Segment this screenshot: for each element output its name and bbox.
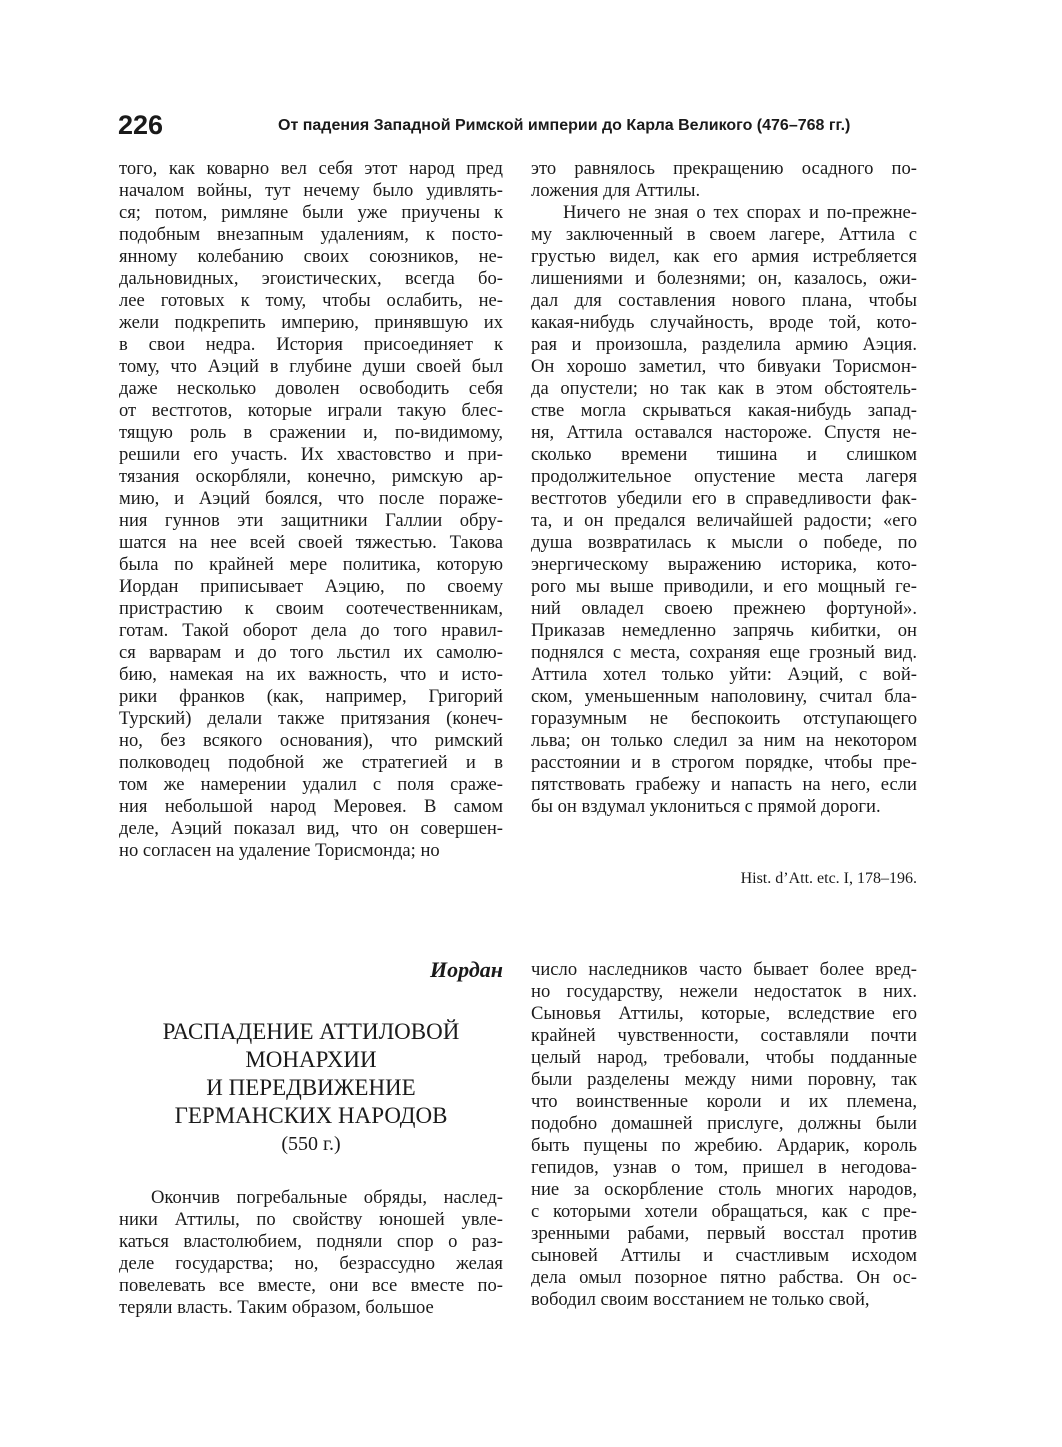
text-line: решили его участь. Их хвастовство и при- xyxy=(119,444,503,465)
text-line: ния гуннов эти защитники Галлии обру- xyxy=(119,510,503,531)
left-column-top-text xyxy=(119,158,503,862)
text-line: быть пущены по жребию. Ардарик, король xyxy=(531,1135,917,1156)
text-line: деле государства; но, безрассудно желая xyxy=(119,1253,503,1274)
text-line: сколько времени тишина и слишком xyxy=(531,444,917,465)
text-line: тязания оскорбляли, конечно, римскую ар- xyxy=(119,466,503,487)
left-column-bottom-text xyxy=(119,1187,503,1319)
text-line: подобным внезапным удалениям, к посто- xyxy=(119,224,503,245)
text-line: зренными рабами, первый восстал против xyxy=(531,1223,917,1244)
text-line: была по крайней мере политика, которую xyxy=(119,554,503,575)
text-line: того, как коварно вел себя этот народ пред xyxy=(119,158,503,179)
text-line: Аттила хотел только уйти: Аэций, с вой- xyxy=(531,664,917,685)
text-line: ний овладел своею прежнею фортуной». xyxy=(531,598,917,619)
text-line: дальновидных, эгоистических, всегда бо- xyxy=(119,268,503,289)
text-line: подобно домашней прислуге, должны были xyxy=(531,1113,917,1134)
text-line: деле, Аэций показал вид, что он совершен- xyxy=(119,818,503,839)
text-line: крайней чувственности, составляли почти xyxy=(531,1025,917,1046)
section-title xyxy=(119,1018,503,1158)
text-line: горазумным не беспокоить отступающего xyxy=(531,708,917,729)
text-line: рого мы выше приводили, и его мощный ге- xyxy=(531,576,917,597)
text-line: Иордан приписывает Аэцию, по своему xyxy=(119,576,503,597)
text-line: повелевать все вместе, они все вместе по- xyxy=(119,1275,503,1296)
text-line: ния небольшой народ Меровея. В самом xyxy=(119,796,503,817)
text-line: вободил своим восстанием не только свой, xyxy=(531,1289,870,1310)
page-number: 226 xyxy=(118,110,164,140)
right-column-bottom-text xyxy=(531,959,917,1311)
text-line: началом войны, тут нечему было удивлять- xyxy=(119,180,503,201)
title-line: И ПЕРЕДВИЖЕНИЕ xyxy=(206,1075,416,1100)
text-line: в свои недра. История присоединяет к xyxy=(119,334,503,355)
text-line: что воинственные короли и их племена, xyxy=(531,1091,917,1112)
text-line: дела омыл позорное пятно рабства. Он ос- xyxy=(531,1267,917,1288)
text-line: ся; потом, римляне были уже приучены к xyxy=(119,202,503,223)
text-line: но, без всякого основания), что римский xyxy=(119,730,503,751)
text-line: Приказав немедленно запрячь кибитки, он xyxy=(531,620,917,641)
text-line: ние за оскорбление столь многих народов, xyxy=(531,1179,917,1200)
text-line: были разделены между ними поровну, так xyxy=(531,1069,917,1090)
text-line: но государству, нежели недостаток в них. xyxy=(531,981,917,1002)
text-line: число наследников часто бывает более вред- xyxy=(531,959,917,980)
text-line: полководец подобной же стратегией и в xyxy=(119,752,503,773)
text-line: жели подкрепить империю, принявшую их xyxy=(119,312,503,333)
text-line: Он хорошо заметил, что бивуаки Торисмон- xyxy=(531,356,917,377)
text-line: расстоянии и в строгом порядке, чтобы пре- xyxy=(531,752,917,773)
text-line: му заключенный в своем лагере, Аттила с xyxy=(531,224,917,245)
right-column-top-text xyxy=(531,158,917,818)
title-line: МОНАРХИИ xyxy=(245,1047,377,1072)
text-line: Ничего не зная о тех спорах и по-прежне- xyxy=(563,202,917,223)
text-line: это равнялось прекращению осадного по- xyxy=(531,158,917,179)
text-line: какая-нибудь случайность, вроде той, кото- xyxy=(531,312,917,333)
text-line: каться властолюбием, подняли спор о раз- xyxy=(119,1231,503,1252)
text-line: ся варварам и до того льстил их самолю- xyxy=(119,642,503,663)
text-line: рая и произошла, разделила армию Аэция. xyxy=(531,334,917,355)
text-line: шатся на нее всей своей тяжестью. Такова xyxy=(119,532,503,553)
text-line: льва; он только следил за ним на некотором xyxy=(531,730,917,751)
text-line: мию, и Аэций боялся, что после пораже- xyxy=(119,488,503,509)
section-author: Иордан xyxy=(430,957,503,982)
running-title: От падения Западной Римской империи до Карла Великого (476–768 гг.) xyxy=(278,117,851,134)
text-line: ня, Аттила оставался настороже. Спустя не- xyxy=(531,422,917,443)
text-line: тому, что Аэций в глубине души своей был xyxy=(119,356,503,377)
text-line: Турский) делали также притязания (конеч- xyxy=(119,708,503,729)
text-line: даже несколько доволен освободить себя xyxy=(119,378,503,399)
text-line: душа возвратилась к мысли о победе, по xyxy=(531,532,917,553)
text-line: поднялся с места, сохраняя еще грозный вид. xyxy=(531,642,917,663)
text-line: тящую роль в сражении и, по-видимому, xyxy=(119,422,503,443)
text-line: лишениями и болезнями; он, казалось, ожи- xyxy=(531,268,917,289)
title-line: РАСПАДЕНИЕ АТТИЛОВОЙ xyxy=(162,1019,460,1044)
text-line: да опустели; но так как в этом обстоятель- xyxy=(531,378,917,399)
text-line: ском, уменьшенным наполовину, считал бла- xyxy=(531,686,917,707)
text-line: с которыми хотели обращаться, как с пре- xyxy=(531,1201,917,1222)
title-line: ГЕРМАНСКИХ НАРОДОВ xyxy=(174,1103,448,1128)
text-line: та, и он предался величайшей радости; «его xyxy=(531,510,917,531)
text-line: готам. Такой оборот дела до того нравил- xyxy=(119,620,503,641)
text-line: грустью видел, как его армия истребляется xyxy=(531,246,917,267)
text-line: Сыновья Аттилы, которые, вследствие его xyxy=(531,1003,917,1024)
text-line: теряли власть. Таким образом, большое xyxy=(119,1297,434,1318)
text-line: но согласен на удаление Торисмонда; но xyxy=(119,840,440,861)
text-line: продолжительное опустение места лагеря xyxy=(531,466,917,487)
text-line: лее готовых к тому, чтобы ослабить, не- xyxy=(119,290,503,311)
text-line: целый народ, требовали, чтобы подданные xyxy=(531,1047,917,1068)
text-line: энергическому выражению историка, кото- xyxy=(531,554,917,575)
text-line: янному колебанию своих союзников, не- xyxy=(119,246,503,267)
text-line: бию, намекая на их важность, что и исто- xyxy=(119,664,503,685)
text-line: рики франков (как, например, Григорий xyxy=(119,686,503,707)
text-line: гепидов, узнав о том, пришел в негодова- xyxy=(531,1157,917,1178)
text-line: вестготов убедили его в справедливости фак- xyxy=(531,488,917,509)
text-line: Окончив погребальные обряды, наслед- xyxy=(151,1187,503,1208)
text-line: пристрастию к своим соотечественникам, xyxy=(119,598,503,619)
text-line: бы он вздумал уклониться с прямой дороги. xyxy=(531,796,881,817)
text-line: стве могла скрываться какая-нибудь запад- xyxy=(531,400,917,421)
text-line: ники Аттилы, по свойству юношей увле- xyxy=(119,1209,503,1230)
text-line: сыновей Аттилы и счастливым исходом xyxy=(531,1245,917,1266)
text-line: от вестготов, которые играли такую блес- xyxy=(119,400,503,421)
text-line: дал для составления нового плана, чтобы xyxy=(531,290,917,311)
title-date: (550 г.) xyxy=(281,1133,341,1155)
text-line: том же намерении удалил с поля сраже- xyxy=(119,774,503,795)
text-line: ложения для Аттилы. xyxy=(531,180,701,201)
source-citation: Hist. d’Att. etc. I, 178–196. xyxy=(740,870,917,887)
text-line: пятствовать грабежу и напасть на него, если xyxy=(531,774,917,795)
